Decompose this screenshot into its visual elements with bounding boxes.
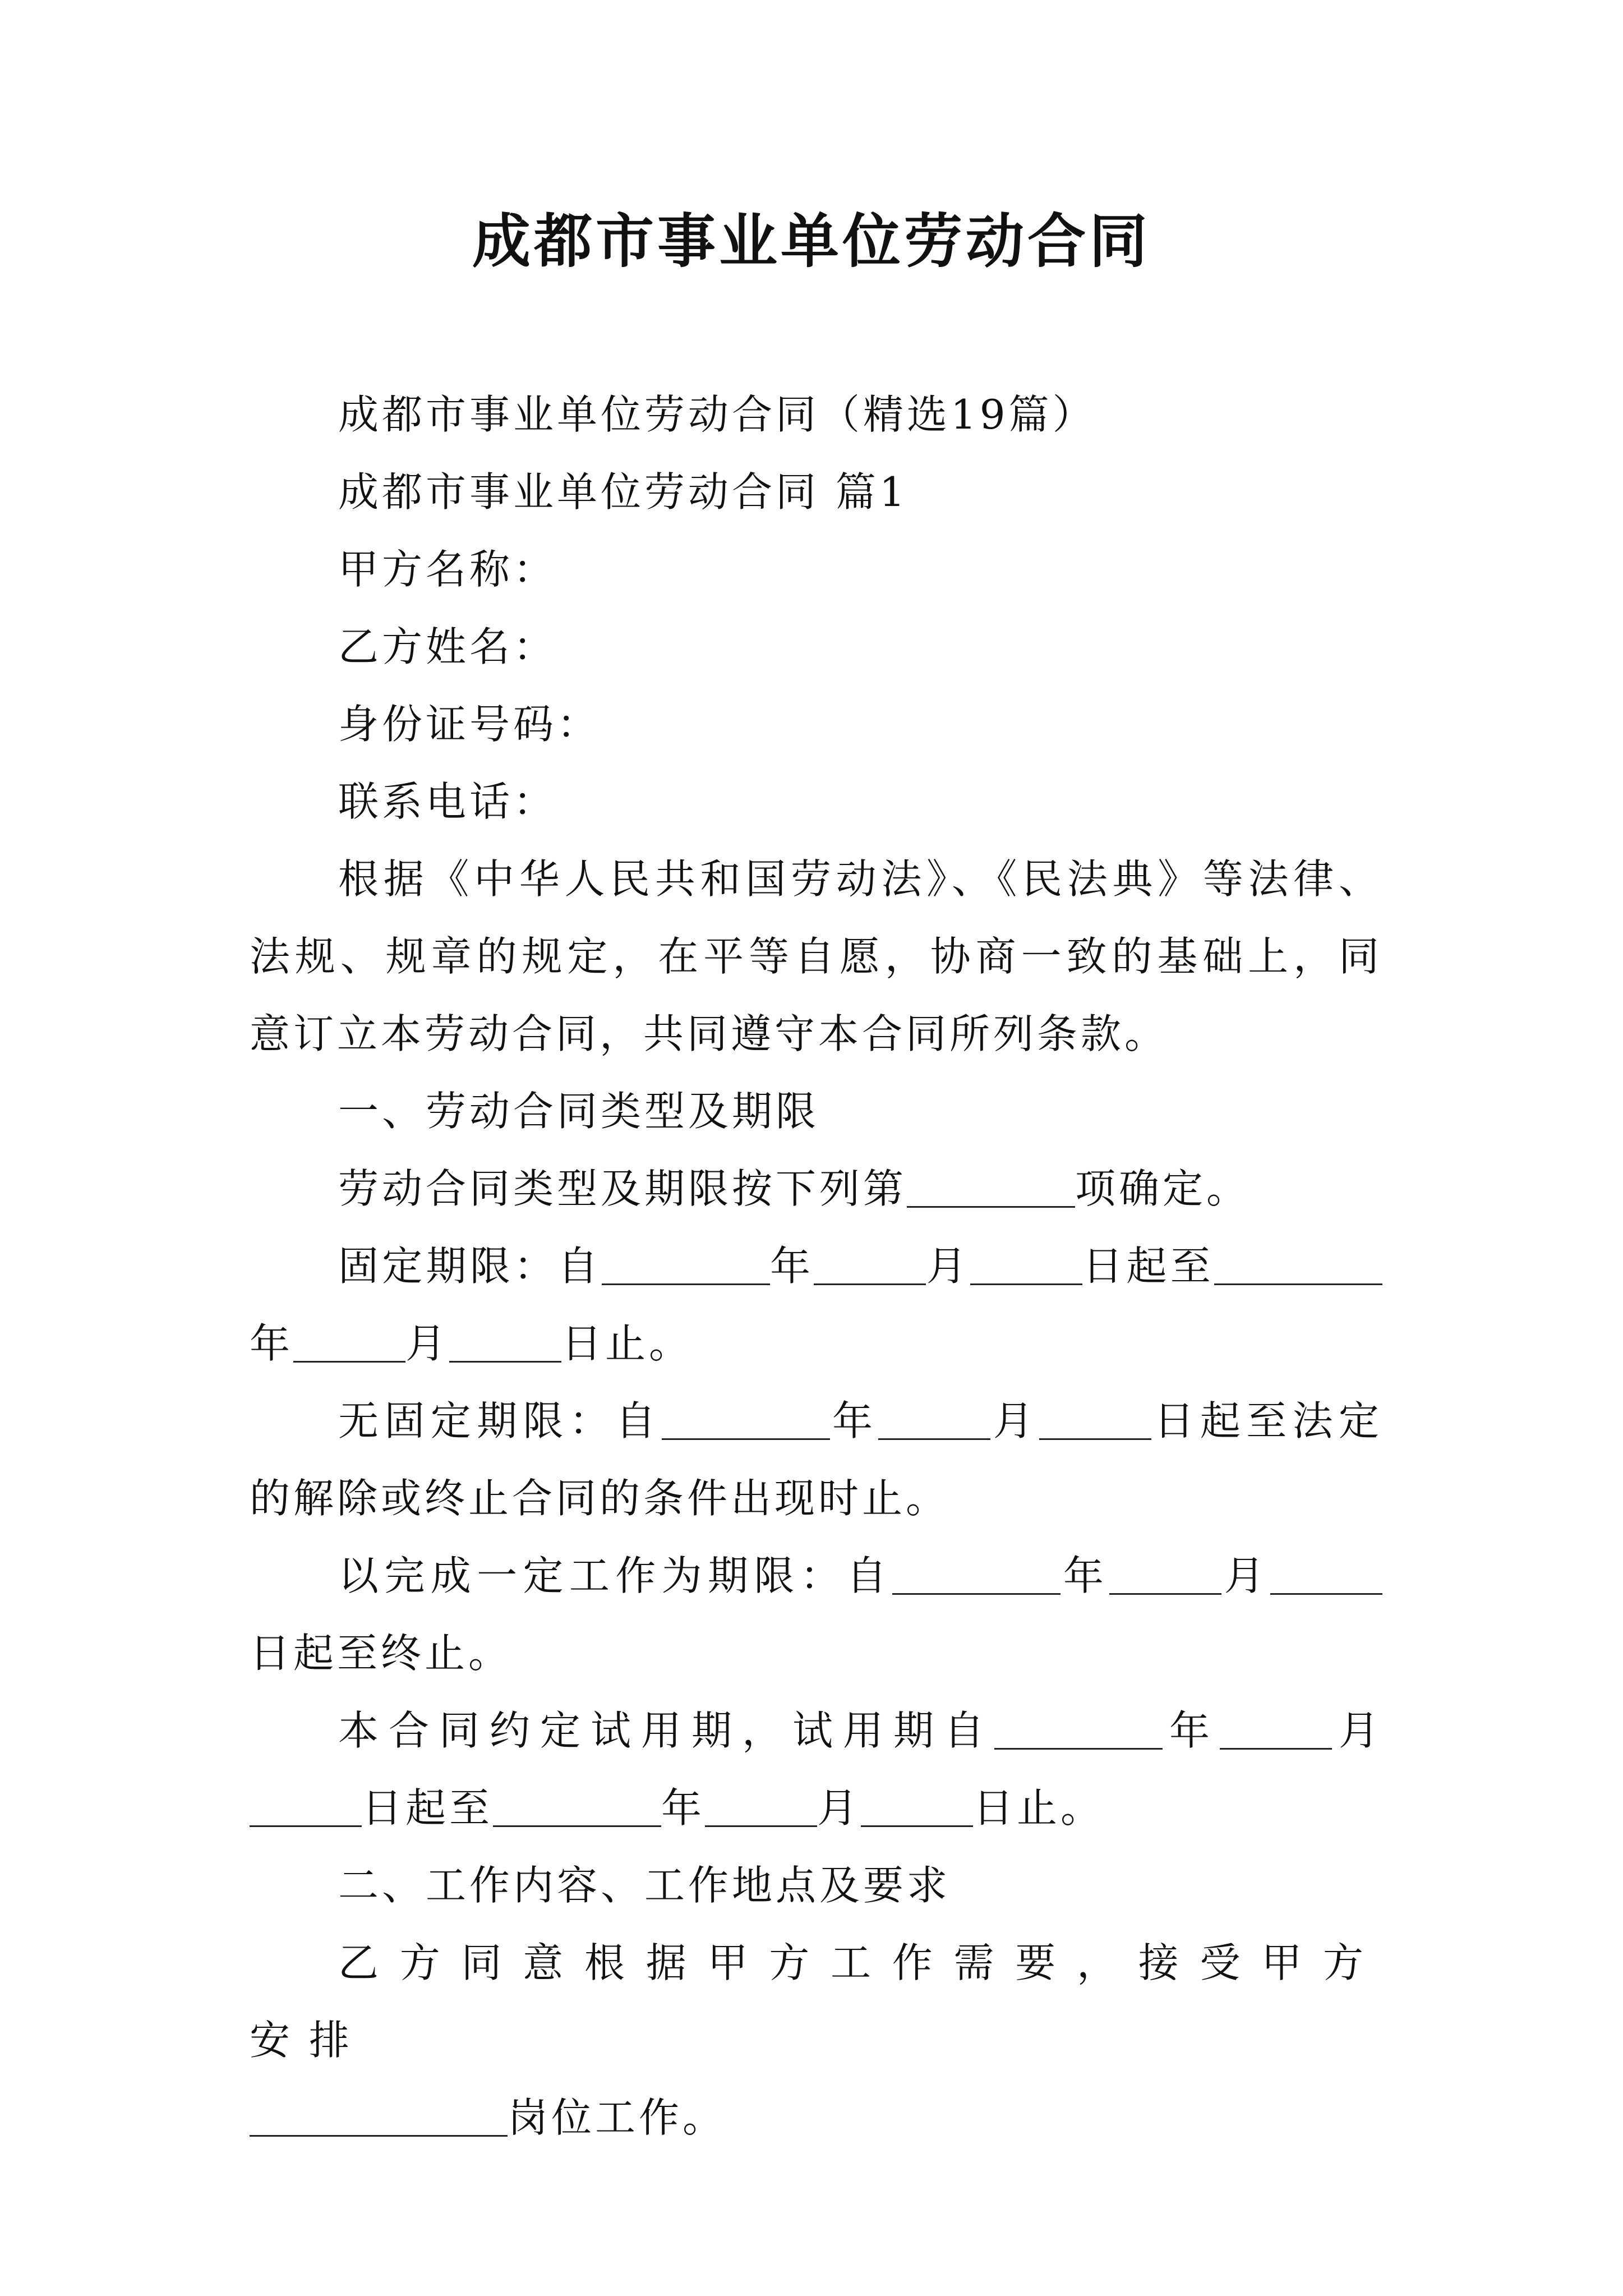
fixed-term-label: 固定期限：自: [338, 1243, 602, 1290]
blank-field: [1270, 1553, 1382, 1595]
job-assignment-tail: 岗位工作。: [508, 2094, 727, 2141]
month-word: 月: [926, 1243, 970, 1290]
subtitle-line: 成都市事业单位劳动合同（精选19篇）: [338, 391, 1096, 438]
blank-field: [293, 1320, 405, 1363]
blank-field: [1109, 1553, 1221, 1595]
month-word: 月: [405, 1320, 450, 1367]
month-word: 月: [1221, 1552, 1270, 1599]
month-word: 月: [817, 1784, 861, 1832]
year-word: 年: [769, 1243, 814, 1290]
year-word: 年: [1061, 1552, 1110, 1599]
preamble-paragraph: 根据《中华人民共和国劳动法》、《民法典》等法律、法规、规章的规定，在平等自愿，协商一致的基础上，同意订立本劳动合同，共同遵守本合同所列条款。: [250, 855, 1382, 1057]
day-to-word: 日起至: [362, 1784, 494, 1832]
blank-field: [705, 1785, 817, 1827]
phone-line: 联系电话：: [338, 778, 557, 825]
blank-field: [449, 1320, 561, 1363]
blank-field: [907, 1166, 1075, 1208]
party-b-line: 乙方姓名：: [338, 623, 557, 670]
section1-heading: 一、劳动合同类型及期限: [338, 1088, 820, 1135]
day-end-word: 日止。: [561, 1320, 693, 1367]
blank-field: [250, 1785, 362, 1827]
blank-field: [493, 1785, 661, 1827]
year-word: 年: [829, 1397, 879, 1444]
section2-heading: 二、工作内容、工作地点及要求: [338, 1862, 951, 1909]
task-term-paragraph: [250, 1537, 1382, 1692]
fixed-term-paragraph: [250, 1227, 1382, 1382]
blank-field: [602, 1243, 770, 1285]
blank-field: [878, 1398, 990, 1440]
blank-field: [1214, 1243, 1382, 1285]
blank-field: [814, 1243, 926, 1285]
probation-tail: 日止。: [973, 1784, 1105, 1832]
document-body: [250, 376, 1382, 2156]
party-a-line: 甲方名称：: [338, 546, 557, 593]
blank-field: [1039, 1398, 1151, 1440]
non-fixed-term-tail: 日起至法定的解除或终止合同的条件出现时止。: [250, 1397, 1382, 1522]
blank-field: [970, 1243, 1082, 1285]
blank-field: [994, 1708, 1163, 1750]
task-term-label: 以完成一定工作为期限：自: [338, 1552, 893, 1599]
year-word: 年: [1162, 1707, 1220, 1754]
month-word: 月: [990, 1397, 1040, 1444]
contract-type-paragraph: [250, 1150, 1382, 1227]
month-word: 月: [1331, 1707, 1382, 1754]
non-fixed-term-label: 无固定期限：自: [338, 1397, 662, 1444]
job-assignment-paragraph: [250, 1924, 1382, 2156]
chapter-line: 成都市事业单位劳动合同 篇1: [338, 468, 909, 516]
id-number-line: 身份证号码：: [338, 701, 601, 748]
blank-field: [892, 1553, 1061, 1595]
probation-paragraph: [250, 1692, 1382, 1847]
year-word: 年: [661, 1784, 706, 1832]
contract-type-tail: 项确定。: [1075, 1165, 1251, 1212]
blank-field: [250, 2095, 508, 2137]
non-fixed-term-paragraph: [250, 1382, 1382, 1537]
day-to-word: 日起至: [1082, 1243, 1214, 1290]
blank-field: [861, 1785, 973, 1827]
task-term-tail: 日起至终止。: [250, 1630, 513, 1677]
blank-field: [1220, 1708, 1332, 1750]
blank-field: [662, 1398, 830, 1440]
contract-type-text: 劳动合同类型及期限按下列第: [338, 1165, 907, 1212]
probation-label: 本合同约定试用期，试用期自: [338, 1707, 994, 1754]
job-assignment-text: 乙方同意根据甲方工作需要，接受甲方安排: [250, 1939, 1382, 2064]
year-word: 年: [250, 1320, 294, 1367]
document-title: 成都市事业单位劳动合同: [472, 206, 1151, 275]
